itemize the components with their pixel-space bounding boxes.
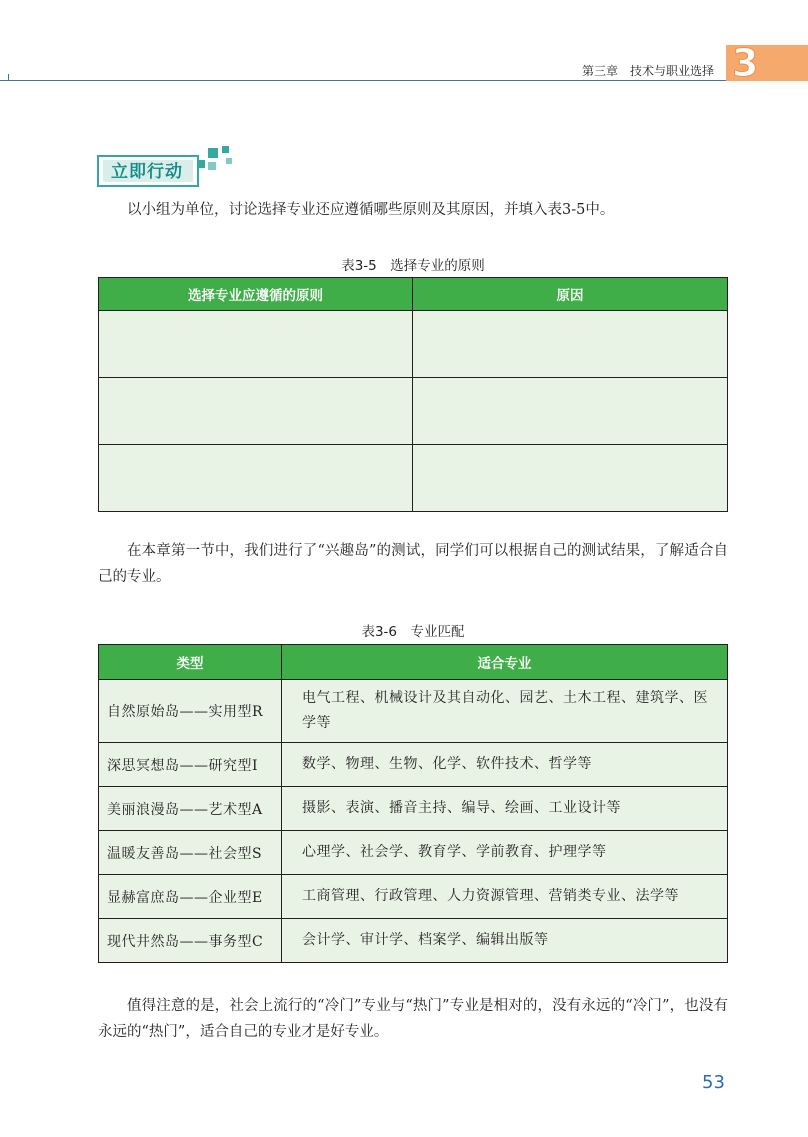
table-row (99, 311, 728, 378)
table-row (99, 919, 728, 963)
chapter-label: 第三章 (581, 64, 618, 78)
chapter-number: 3 (732, 41, 759, 85)
table36-cell-type: 深思冥想岛——研究型I (99, 743, 282, 787)
table-row (99, 680, 728, 743)
table36-cell-type: 美丽浪漫岛——艺术型A (99, 787, 282, 831)
header-rule (0, 80, 726, 81)
table-row (99, 787, 728, 831)
table35-cell-reason[interactable] (413, 445, 728, 512)
table36-cell-type: 自然原始岛——实用型R (99, 680, 282, 743)
table-row (99, 831, 728, 875)
paragraph-1: 在本章第一节中，我们进行了“兴趣岛”的测试，同学们可以根据自己的测试结果，了解适合自己的专业。 (98, 543, 728, 585)
chapter-tab (726, 41, 808, 85)
decor-square-1 (208, 148, 218, 158)
table35-header-row (99, 278, 728, 311)
table35-header-principle: 选择专业应遵循的原则 (99, 278, 413, 311)
table-row (99, 378, 728, 445)
table35-cell-principle[interactable] (99, 378, 413, 445)
running-header (570, 62, 714, 79)
table36-cell-majors: 工商管理、行政管理、人力资源管理、营销类专业、法学等 (282, 875, 728, 919)
table36-cell-majors: 电气工程、机械设计及其自动化、园艺、土木工程、建筑学、医学等 (282, 680, 728, 743)
chapter-title: 技术与职业选择 (629, 64, 714, 78)
table36-cell-type: 显赫富庶岛——企业型E (99, 875, 282, 919)
table35-header-reason: 原因 (413, 278, 728, 311)
table35-cell-reason[interactable] (413, 311, 728, 378)
action-badge-inner (103, 160, 193, 182)
table36-cell-majors: 摄影、表演、播音主持、编导、绘画、工业设计等 (282, 787, 728, 831)
decor-square-2 (222, 146, 229, 153)
table-row (99, 875, 728, 919)
paragraph-2-block (98, 993, 728, 1045)
table35-caption: 表3-5 选择专业的原则 (341, 258, 485, 274)
table36-cell-majors: 会计学、审计学、档案学、编辑出版等 (282, 919, 728, 963)
decor-square-3 (208, 162, 216, 170)
action-instruction-block (98, 197, 728, 223)
header-rule-tick (8, 74, 9, 81)
table35-cell-principle[interactable] (99, 445, 413, 512)
table35-cell-reason[interactable] (413, 378, 728, 445)
table36-cell-majors: 心理学、社会学、教育学、学前教育、护理学等 (282, 831, 728, 875)
table36-header-type: 类型 (99, 645, 282, 680)
decor-square-4 (226, 158, 232, 164)
decor-square-5 (197, 160, 205, 168)
table-row (99, 743, 728, 787)
table35 (98, 277, 728, 512)
table-row (99, 445, 728, 512)
table36-header-majors: 适合专业 (282, 645, 728, 680)
table36-header-row (99, 645, 728, 680)
action-badge (97, 155, 199, 187)
table36-cell-majors: 数学、物理、生物、化学、软件技术、哲学等 (282, 743, 728, 787)
action-title: 立即行动 (111, 162, 183, 182)
table36-cell-type: 现代井然岛——事务型C (99, 919, 282, 963)
table36-cell-type: 温暖友善岛——社会型S (99, 831, 282, 875)
page-number: 53 (702, 1072, 725, 1093)
paragraph-1-block (98, 538, 728, 590)
action-instruction: 以小组为单位，讨论选择专业还应遵循哪些原则及其原因，并填入表3-5中。 (127, 202, 615, 218)
table36 (98, 644, 728, 963)
table36-caption: 表3-6 专业匹配 (361, 624, 465, 640)
paragraph-2: 值得注意的是，社会上流行的“冷门”专业与“热门”专业是相对的，没有永远的“冷门”，也没有永远的“热门”，适合自己的专业才是好专业。 (98, 998, 728, 1040)
table35-cell-principle[interactable] (99, 311, 413, 378)
